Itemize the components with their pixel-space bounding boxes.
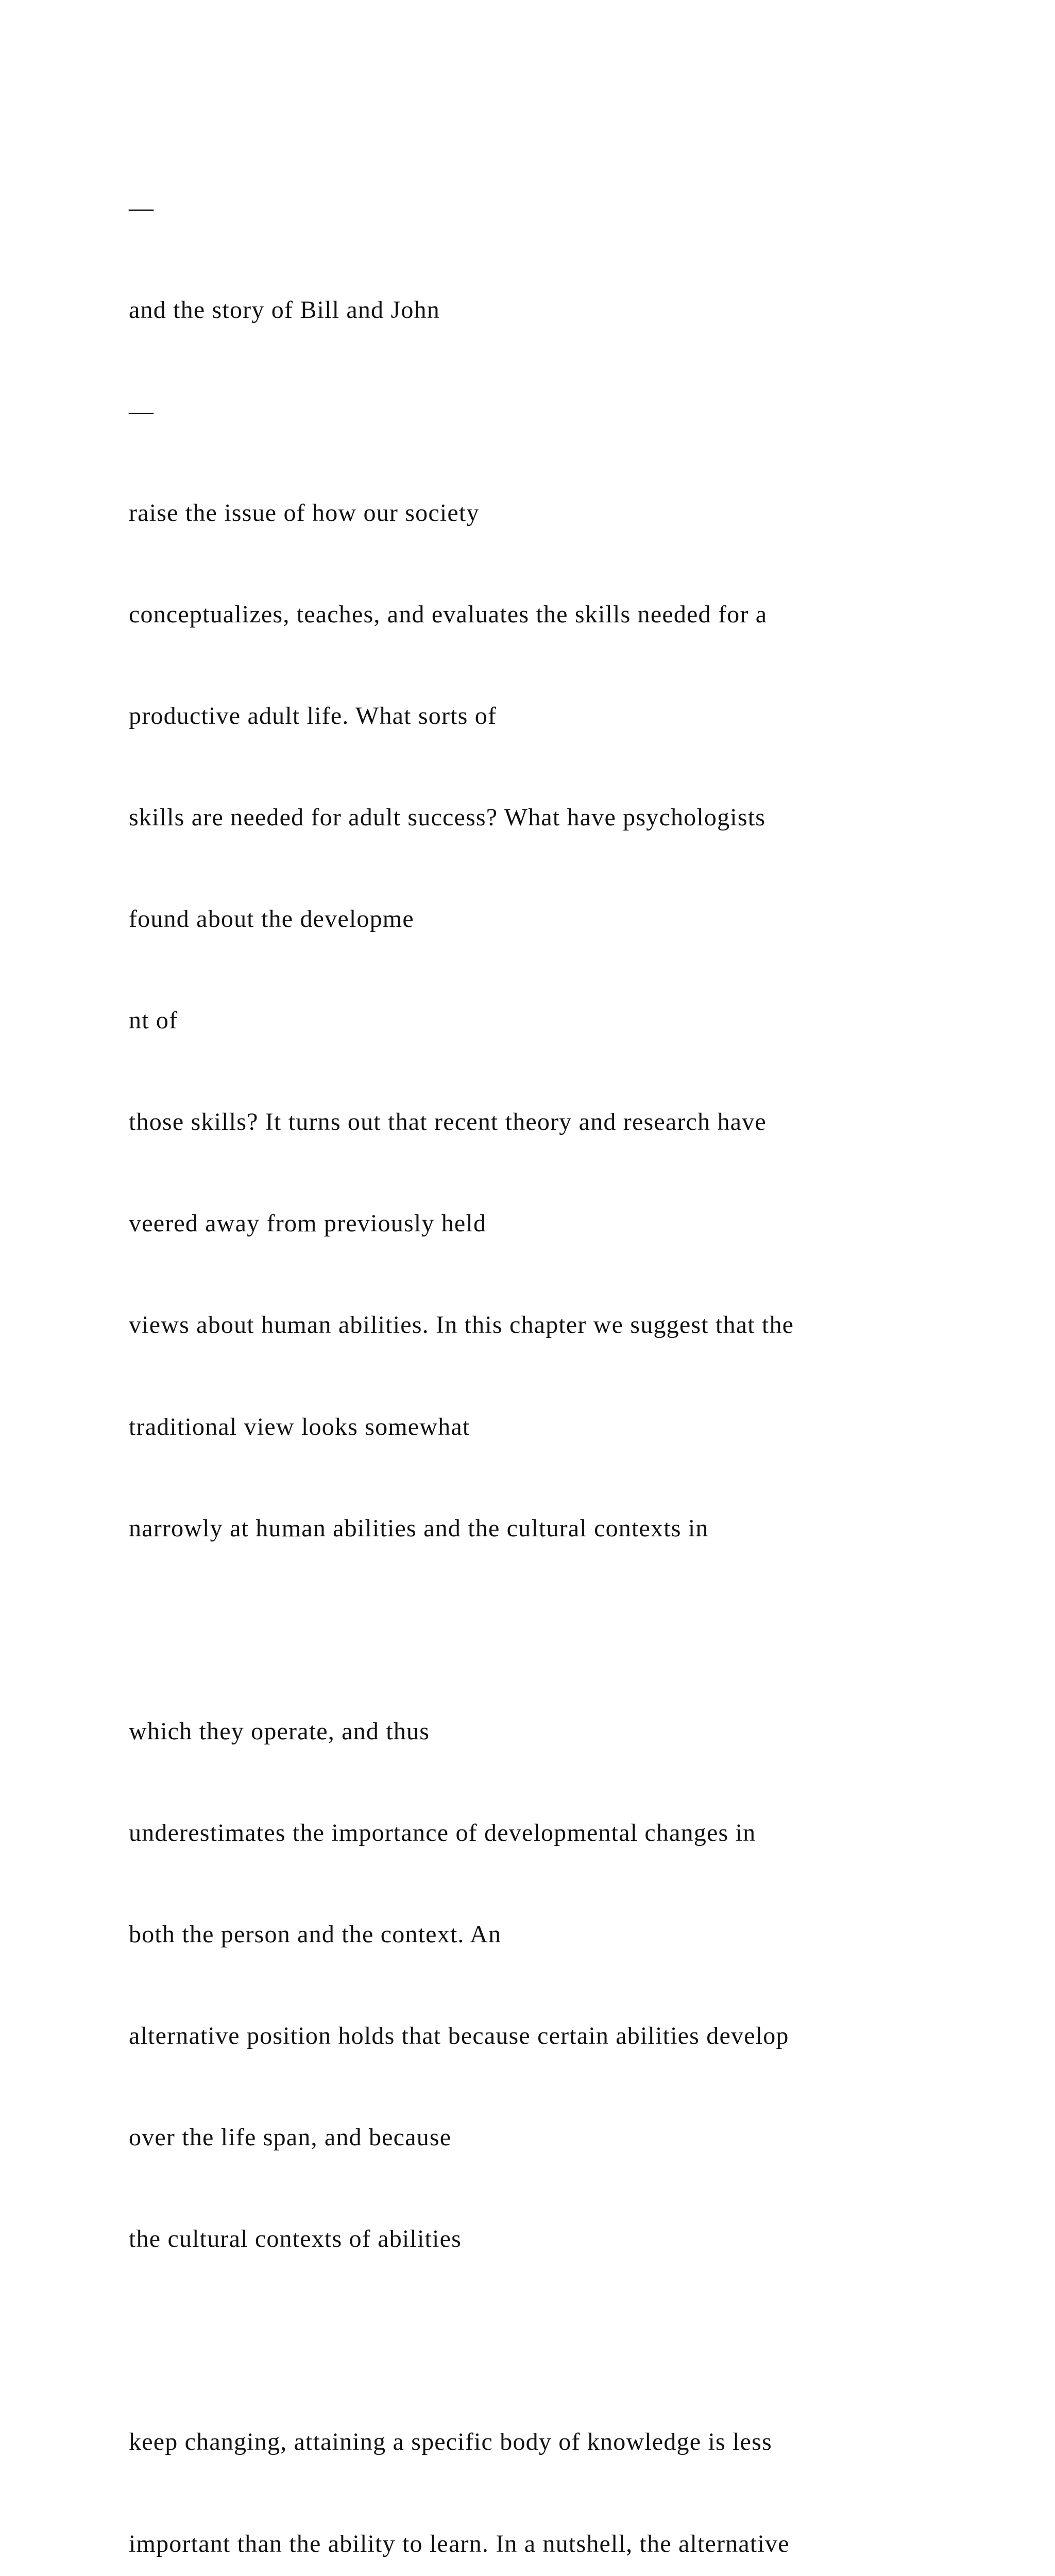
text-line: — <box>129 194 155 222</box>
text-line: both the person and the context. An <box>129 1921 502 1948</box>
text-line: skills are needed for adult success? What have psychologists <box>129 803 766 831</box>
text-line: keep changing, attaining a specific body of knowledge is less <box>129 2428 772 2456</box>
text-line: alternative position holds that because certain abilities develop <box>129 2022 789 2050</box>
text-line: traditional view looks somewhat <box>129 1413 470 1440</box>
text-line: the cultural contexts of abilities <box>129 2225 462 2253</box>
text-line: views about human abilities. In this chapter we suggest that the <box>129 1311 794 1339</box>
text-line: narrowly at human abilities and the cultural contexts in <box>129 1514 709 1542</box>
blank-line <box>129 1613 1005 1647</box>
text-line: conceptualizes, teaches, and evaluates the skills needed for a <box>129 600 768 628</box>
text-line: over the life span, and because <box>129 2124 452 2151</box>
text-line: and the story of Bill and John <box>129 296 440 324</box>
text-line: raise the issue of how our society <box>129 499 480 527</box>
text-line: those skills? It turns out that recent theory and research have <box>129 1108 767 1136</box>
text-line: productive adult life. What sorts of <box>129 702 497 730</box>
text-line: found about the developme <box>129 905 414 933</box>
document-text <box>129 124 1005 2576</box>
text-line: nt of <box>129 1007 178 1035</box>
text-line: which they operate, and thus <box>129 1717 430 1745</box>
text-line: important than the ability to learn. In a nutshell, the alternative <box>129 2530 790 2557</box>
text-line: — <box>129 397 155 425</box>
text-line: veered away from previously held <box>129 1210 487 1238</box>
text-line: underestimates the importance of developmental changes in <box>129 1819 756 1846</box>
blank-line <box>129 2324 1005 2358</box>
